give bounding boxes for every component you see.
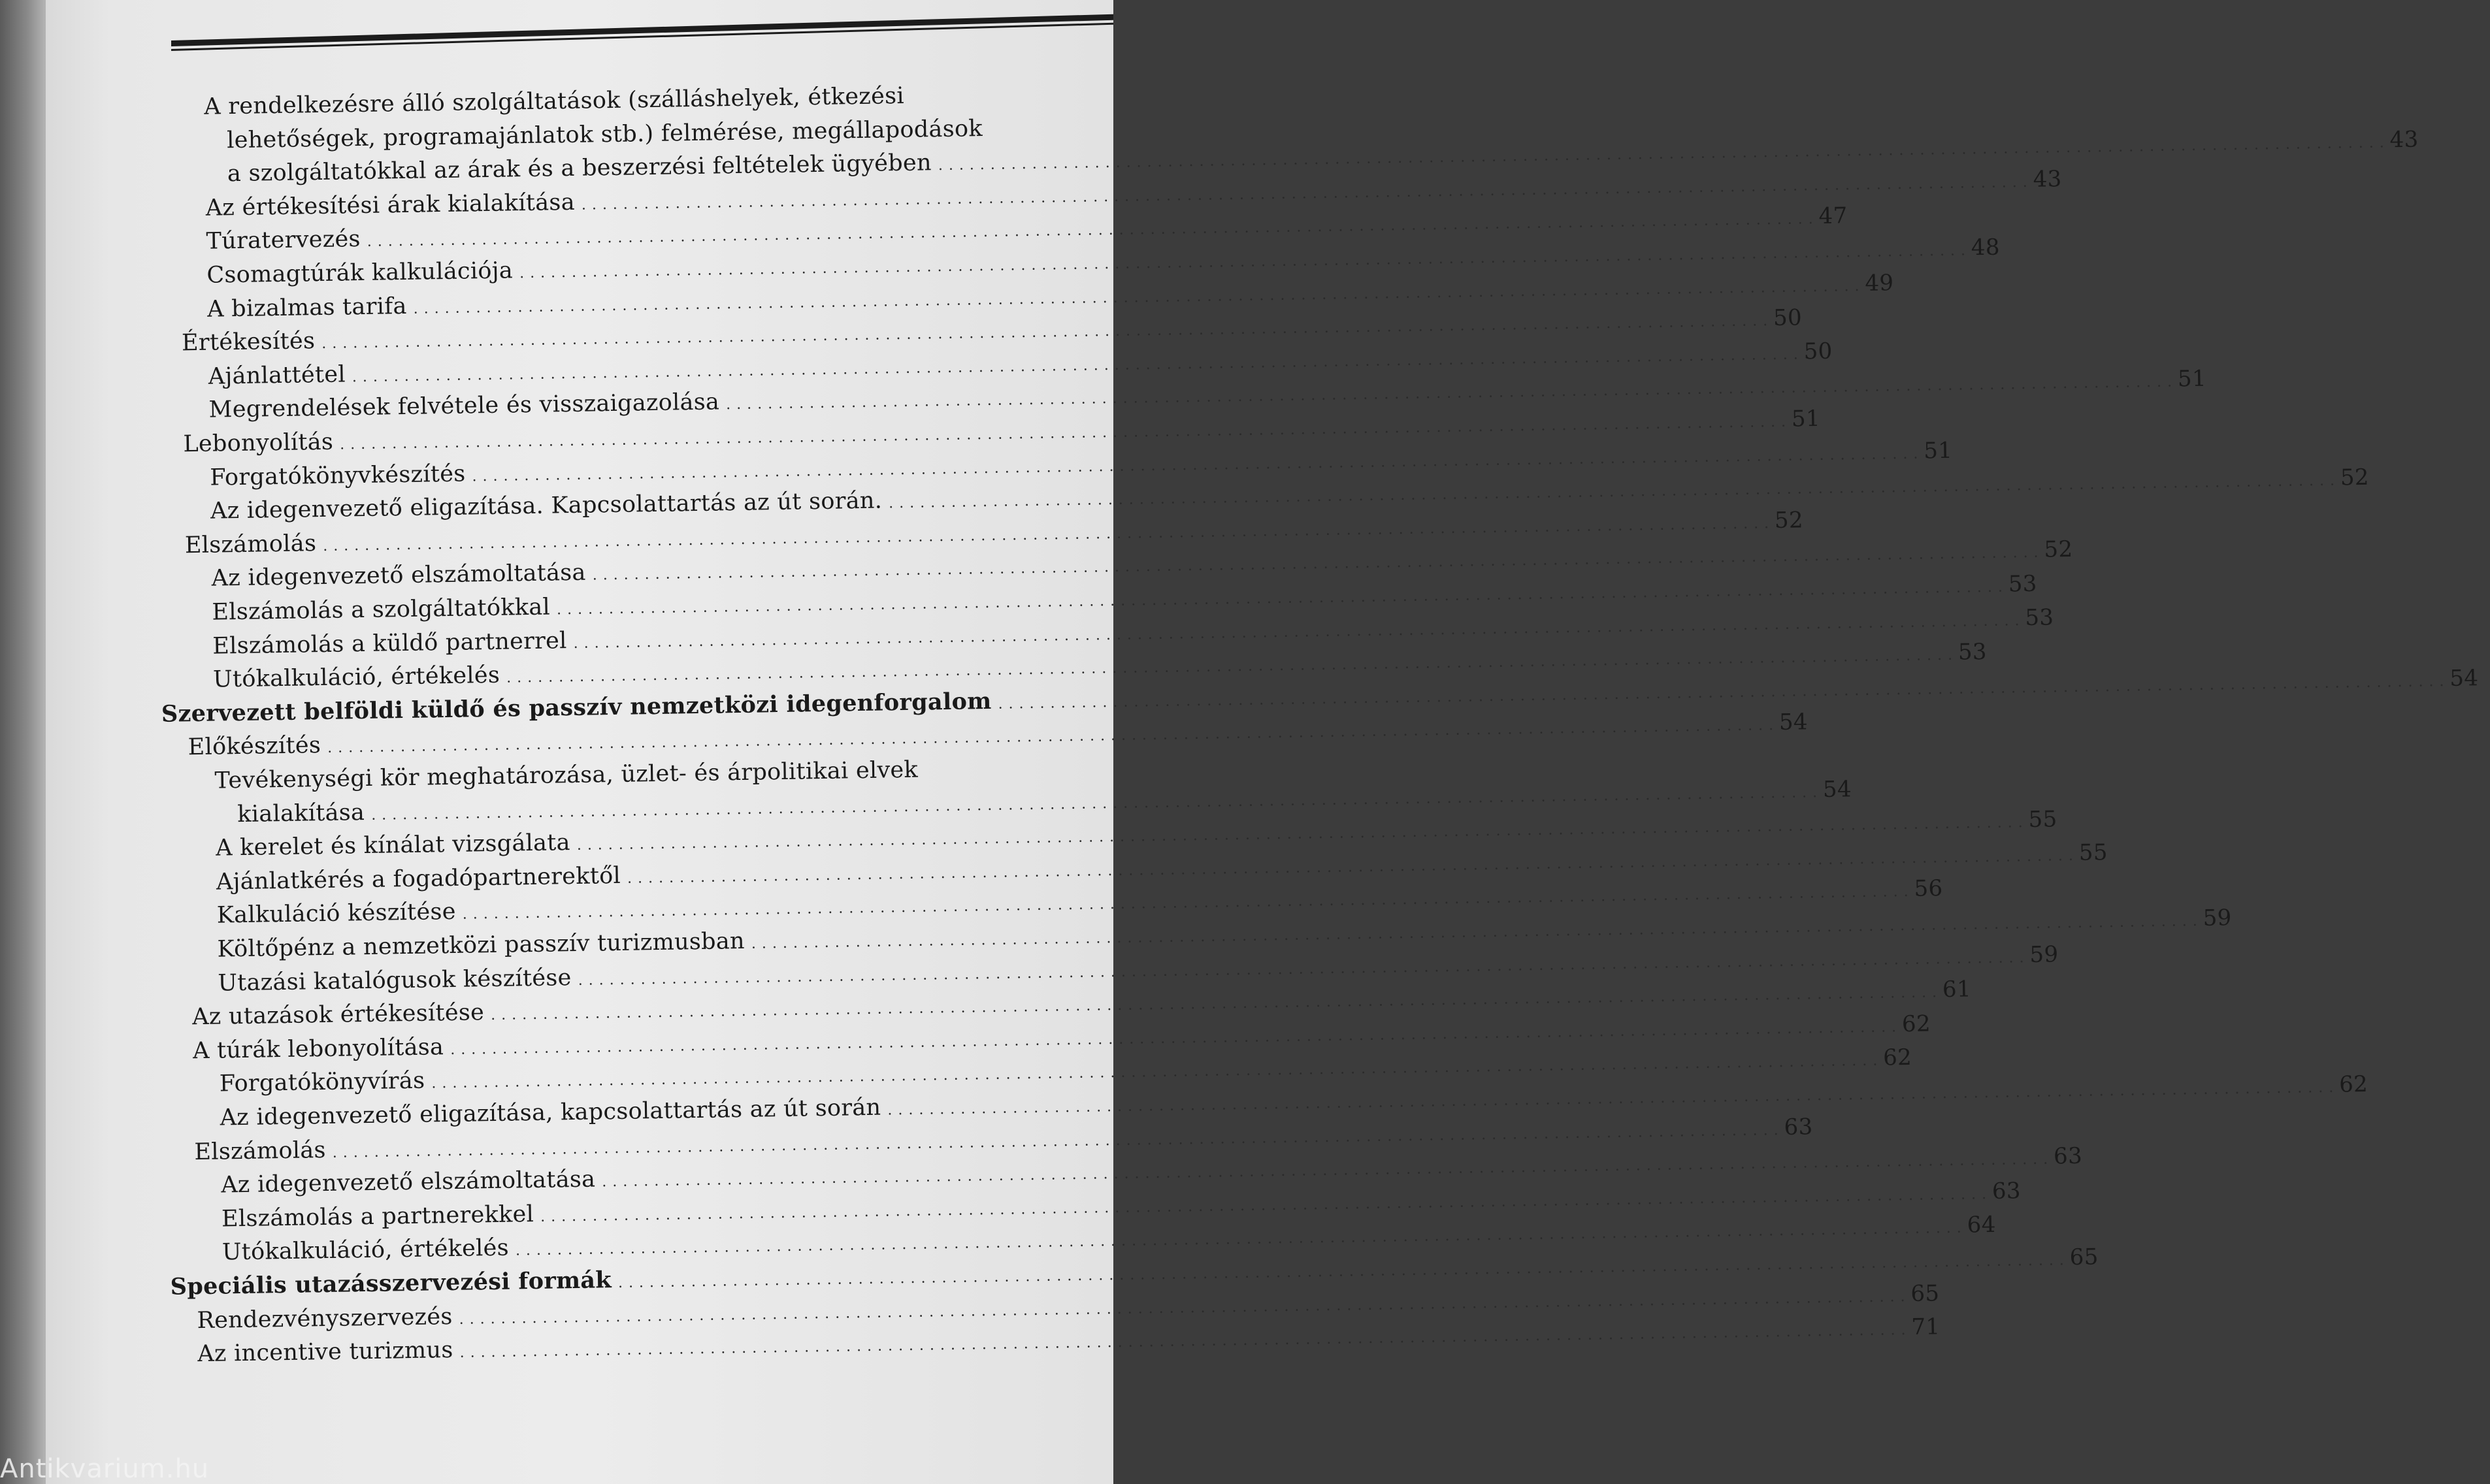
- toc-entry-title: Forgatókönyvírás: [219, 1068, 425, 1097]
- toc-entry-title: Szervezett belföldi küldő és passzív nemzetközi idegenforgalom: [161, 687, 992, 728]
- toc-page-number: 54: [1778, 709, 1809, 736]
- toc-page-number: [1055, 134, 1106, 135]
- watermark: Antikvarium.hu: [0, 1454, 210, 1484]
- table-of-contents: [152, 78, 2479, 1451]
- toc-page-number: [1055, 100, 1106, 101]
- toc-page-number: 53: [2008, 570, 2037, 598]
- toc-entry-title: Csomagtúrák kalkulációja: [206, 257, 514, 289]
- toc-page-number: 52: [2340, 464, 2370, 491]
- toc-entry-title: A rendelkezésre álló szolgáltatások (szálláshelyek, étkezési: [204, 82, 905, 120]
- toc-page-number: 51: [1791, 405, 1821, 432]
- toc-entry-title: Elszámolás: [194, 1137, 327, 1165]
- toc-page-number: 65: [1910, 1280, 1940, 1307]
- toc-page-number: 47: [1818, 202, 1848, 230]
- toc-page-number: 63: [1991, 1178, 2022, 1204]
- toc-entry-title: Ajánlatkérés a fogadópartnerektől: [216, 862, 621, 895]
- toc-entry-title: Forgatókönyvkészítés: [209, 460, 466, 491]
- toc-entry-title: Az utazások értékesítése: [191, 999, 485, 1031]
- toc-entry-title: lehetőségek, programajánlatok stb.) felmérése, megállapodások: [226, 115, 983, 153]
- toc-page-number: 71: [1911, 1314, 1941, 1341]
- toc-page-number: 43: [2389, 126, 2419, 153]
- toc-page-number: 63: [1784, 1113, 1813, 1140]
- toc-entry-title: Elszámolás: [184, 530, 317, 559]
- toc-page-number: 49: [1865, 269, 1894, 297]
- toc-entry-title: Az idegenvezető elszámoltatása: [220, 1166, 596, 1199]
- toc-entry-title: A túrák lebonyolítása: [192, 1033, 444, 1064]
- toc-entry-title: Utazási katalógusok készítése: [218, 964, 572, 997]
- toc-page-number: 62: [1882, 1044, 1912, 1071]
- toc-page-number: [1066, 774, 1117, 775]
- toc-page-number: 59: [2203, 905, 2232, 931]
- book-spine-shadow: [0, 0, 46, 1484]
- toc-entry-title: Speciális utazásszervezési formák: [170, 1266, 612, 1300]
- toc-page-number: 59: [2029, 941, 2059, 968]
- toc-page-number: 43: [2033, 165, 2062, 193]
- toc-page-number: 53: [2025, 604, 2054, 631]
- toc-page-number: 52: [1774, 507, 1804, 534]
- toc-entry-title: Utókalkuláció, értékelés: [221, 1235, 510, 1266]
- toc-entry-title: kialakítása: [237, 799, 365, 828]
- toc-entry-title: Kalkuláció készítése: [216, 899, 457, 929]
- toc-page-number: 53: [1958, 639, 1988, 666]
- toc-page-number: 54: [2449, 664, 2479, 692]
- toc-entry-title: Elszámolás a szolgáltatókkal: [212, 594, 551, 626]
- toc-entry-title: A kerelet és kínálat vizsgálata: [215, 830, 571, 862]
- toc-page-number: 63: [2053, 1142, 2083, 1170]
- toc-page-number: 62: [1901, 1010, 1931, 1037]
- toc-entry-title: Előkészítés: [188, 732, 321, 761]
- toc-entry-title: Tevékenységi kör meghatározása, üzlet- és árpolitikai elvek: [214, 756, 919, 794]
- toc-entry-title: Megrendelések felvétele és visszaigazolása: [208, 389, 720, 424]
- toc-entry-title: Az idegenvezető elszámoltatása: [211, 560, 586, 592]
- toc-page-number: 61: [1942, 976, 1972, 1003]
- toc-entry-title: Utókalkuláció, értékelés: [212, 662, 500, 693]
- toc-entry-title: Lebonyolítás: [183, 428, 334, 458]
- toc-page-number: 64: [1967, 1212, 1996, 1238]
- toc-entry-title: Rendezvényszervezés: [197, 1303, 453, 1334]
- toc-entry-title: Értékesítés: [181, 328, 316, 357]
- toc-page-number: 52: [2044, 536, 2073, 563]
- toc-page-number: 55: [2078, 839, 2108, 866]
- toc-entry-title: Az idegenvezető eligazítása. Kapcsolattartás az út során.: [210, 487, 883, 524]
- toc-page-number: 55: [2028, 806, 2057, 833]
- toc-page-number: 54: [1822, 775, 1852, 803]
- toc-page-number: 65: [2069, 1244, 2099, 1271]
- toc-entry-title: Az idegenvezető eligazítása, kapcsolattartás az út során: [220, 1094, 881, 1131]
- toc-page-number: 62: [2338, 1071, 2368, 1098]
- toc-entry-title: Az incentive turizmus: [197, 1337, 453, 1368]
- toc-entry-title: A bizalmas tarifa: [206, 293, 407, 323]
- toc-page-number: 51: [1923, 437, 1953, 464]
- toc-page-number: 50: [1773, 304, 1803, 332]
- toc-page-number: 51: [2177, 366, 2207, 393]
- toc-page-number: 56: [1914, 875, 1943, 903]
- toc-entry-title: Túratervezés: [206, 226, 361, 255]
- toc-entry-title: Elszámolás a partnerekkel: [221, 1201, 534, 1233]
- toc-entry-title: a szolgáltatókkal az árak és a beszerzési feltételek ügyében: [227, 150, 932, 187]
- toc-page-number: 48: [1971, 234, 2001, 261]
- toc-entry-title: Költőpénz a nemzetközi passzív turizmusban: [217, 928, 745, 963]
- toc-entry-title: Ajánlattétel: [208, 361, 346, 390]
- toc-entry-title: Elszámolás a küldő partnerrel: [212, 627, 567, 660]
- toc-entry-title: Az értékesítési árak kialakítása: [205, 189, 576, 221]
- toc-page-number: 50: [1803, 338, 1833, 365]
